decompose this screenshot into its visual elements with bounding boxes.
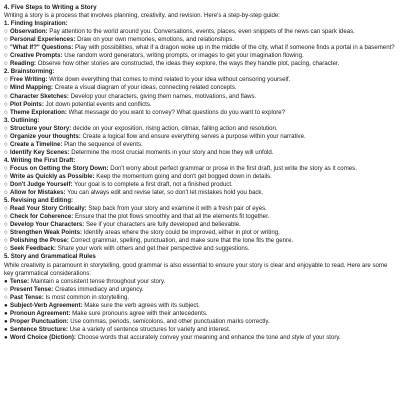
item-text: Correct grammar, spelling, punctuation, and make sure that the tone fits the genre. [68, 237, 294, 245]
circle-bullet-icon: ○ [4, 213, 8, 221]
item-text: Develop your characters, giving them names, motivations, and flaws. [68, 92, 257, 100]
section-heading: 2. Brainstorming: [4, 68, 55, 76]
item-label: Polishing the Prose: [10, 237, 69, 245]
item-label: Sentence Structure: [10, 325, 68, 333]
circle-bullet-icon: ○ [4, 92, 8, 100]
item-label: Develop Your Characters: [10, 221, 85, 229]
item-text: Make sure pronouns agree with their antecedents. [70, 309, 208, 317]
item-text: What message do you want to convey? What questions do you want to explore? [66, 108, 286, 116]
filled-bullet-icon: ● [4, 277, 8, 285]
document-intro: Writing a story is a process that involves planning, creativity, and revision. Here's a step-by-step guide: [4, 12, 280, 20]
circle-bullet-icon: ○ [4, 221, 8, 229]
list-item [4, 173, 395, 181]
item-text: Make sure the verb agrees with its subject. [82, 301, 200, 309]
item-text: Create a logical flow and ensure everything serves a purpose within your narrative. [80, 132, 306, 140]
list-item [4, 93, 395, 101]
item-label: Check for Coherence: [10, 213, 74, 221]
item-label: Pronoun Agreement: [10, 309, 71, 317]
circle-bullet-icon: ○ [4, 132, 8, 140]
item-label: Tense: [10, 277, 30, 285]
list-item [4, 133, 395, 141]
filled-bullet-icon: ● [4, 325, 8, 333]
item-label: Observation: [10, 28, 48, 36]
circle-bullet-icon: ○ [4, 172, 8, 180]
item-text: Your goal is to complete a first draft, not a finished product. [72, 181, 233, 189]
item-label: Read Your Story Critically: [10, 205, 87, 213]
item-text: Use random word generators, writing prompts, or images to get your imagination flowing. [62, 52, 304, 60]
section-heading: 4. Writing the First Draft: [4, 156, 76, 164]
circle-bullet-icon: ○ [4, 181, 8, 189]
item-text: Plan the sequence of events. [62, 140, 143, 148]
circle-bullet-icon: ○ [4, 28, 8, 36]
section-heading: 1. Finding Inspiration: [4, 20, 68, 28]
list-item [4, 141, 395, 149]
list-item [4, 52, 395, 60]
item-text: Maintain a consistent tense throughout your story. [29, 277, 166, 285]
item-text: Draw on your own memories, emotions, and relationships. [75, 36, 234, 44]
section-heading: 5. Revising and Editing: [4, 197, 74, 205]
item-text: See if your characters are fully developed and believable. [84, 221, 241, 229]
list-item [4, 318, 395, 326]
item-label: Subject-Verb Agreement: [10, 301, 83, 309]
item-label: Write as Quickly as Possible: [10, 172, 95, 180]
list-item [4, 310, 395, 318]
list-item [4, 125, 395, 133]
list-item [4, 28, 395, 36]
item-label: Reading: [10, 60, 37, 68]
item-text: You can always edit and revise later, so don't let mistakes hold you back. [65, 189, 264, 197]
circle-bullet-icon: ○ [4, 293, 8, 301]
filled-bullet-icon: ● [4, 301, 8, 309]
circle-bullet-icon: ○ [4, 285, 8, 293]
item-label: Don't Judge Yourself: [10, 181, 73, 189]
list-item [4, 181, 395, 189]
list-item [4, 205, 395, 213]
item-label: Word Choice (Diction): [10, 333, 76, 341]
item-label: Character Sketches: [10, 92, 69, 100]
item-text: Jot down potential events and conflicts. [43, 100, 152, 108]
item-text: Identify areas where the story could be improved, either in plot or writing. [82, 229, 280, 237]
item-label: Proper Punctuation: [10, 317, 69, 325]
item-text: Share your work with others and get their perspective and suggestions. [56, 245, 250, 253]
list-item [4, 165, 395, 173]
circle-bullet-icon: ○ [4, 44, 8, 52]
item-text: Step back from your story and examine it with a fresh pair of eyes. [86, 205, 267, 213]
list-item [4, 221, 395, 229]
circle-bullet-icon: ○ [4, 60, 8, 68]
item-text: Pay attention to the world around you. Conversations, events, places, even snippets of the news can spark ideas. [47, 28, 355, 36]
circle-bullet-icon: ○ [4, 84, 8, 92]
list-item [4, 245, 395, 253]
list-item [4, 44, 395, 52]
circle-bullet-icon: ○ [4, 76, 8, 84]
circle-bullet-icon: ○ [4, 237, 8, 245]
item-text: Creates immediacy and urgency. [53, 285, 144, 293]
circle-bullet-icon: ○ [4, 100, 8, 108]
item-text: Use a variety of sentence structures for variety and interest. [67, 325, 231, 333]
item-label: Identify Key Scenes: [10, 148, 70, 156]
circle-bullet-icon: ○ [4, 148, 8, 156]
circle-bullet-icon: ○ [4, 164, 8, 172]
section-heading: 5. Story and Grammatical Rules [4, 253, 96, 261]
item-text: Ensure that the plot flows smoothly and that all the elements fit together. [73, 213, 270, 221]
item-text: Create a visual diagram of your ideas, connecting related concepts. [52, 84, 237, 92]
item-label: Strengthen Weak Points: [10, 229, 83, 237]
item-text: Choose words that accurately convey your meaning and enhance the tone and style of your story. [75, 333, 341, 341]
item-label: Creative Prompts: [10, 52, 63, 60]
item-text: decide on your exposition, rising action, climax, falling action and resolution. [71, 124, 278, 132]
list-item [4, 76, 395, 84]
circle-bullet-icon: ○ [4, 189, 8, 197]
list-item [4, 109, 395, 117]
circle-bullet-icon: ○ [4, 229, 8, 237]
item-text: Don't worry about perfect grammar or prose in the first draft, just write the story as it comes. [108, 164, 357, 172]
list-item [4, 213, 395, 221]
section-heading: 3. Outlining: [4, 116, 40, 124]
document-title: 4. Five Steps to Writing a Story [4, 4, 97, 11]
circle-bullet-icon: ○ [4, 108, 8, 116]
list-item [4, 36, 395, 44]
list-item [4, 294, 395, 302]
item-label: Present Tense: [10, 285, 54, 293]
item-label: Personal Experiences: [10, 36, 76, 44]
section-intro: While creativity is paramount in storytelling, good grammar is also essential to ensure your story is clear and enjoyable to read. Here are some key grammatical considerations: [4, 261, 388, 277]
item-label: Structure your Story: [10, 124, 72, 132]
item-label: Focus on Getting the Story Down: [10, 164, 109, 172]
item-label: Organize your thoughts: [10, 132, 81, 140]
item-text: Play with possibilities, what if a dragon woke up in the middle of the city, what if someone finds a portal in a basement? [73, 44, 395, 52]
filled-bullet-icon: ● [4, 309, 8, 317]
circle-bullet-icon: ○ [4, 140, 8, 148]
item-text: Determine the most crucial moments in your story and how they will unfold. [69, 148, 274, 156]
list-item [4, 229, 395, 237]
item-label: Plot Points: [10, 100, 44, 108]
list-item [4, 101, 395, 109]
list-item [4, 189, 395, 197]
list-item [4, 237, 395, 245]
list-item [4, 149, 395, 157]
item-text: Is most common in storytelling. [43, 293, 130, 301]
circle-bullet-icon: ○ [4, 52, 8, 60]
item-label: Allow for Mistakes: [10, 189, 66, 197]
list-item [4, 302, 395, 310]
list-item [4, 278, 395, 286]
list-item [4, 60, 395, 68]
list-item [4, 286, 395, 294]
circle-bullet-icon: ○ [4, 124, 8, 132]
list-item [4, 334, 395, 342]
circle-bullet-icon: ○ [4, 205, 8, 213]
circle-bullet-icon: ○ [4, 245, 8, 253]
item-label: Theme Exploration: [10, 108, 67, 116]
item-label: Seek Feedback: [10, 245, 57, 253]
item-label: "What If?" Questions: [10, 44, 74, 52]
item-text: Write down everything that comes to mind related to your idea without censoring yourself. [47, 76, 291, 84]
filled-bullet-icon: ● [4, 317, 8, 325]
filled-bullet-icon: ● [4, 333, 8, 341]
item-label: Free Writing: [10, 76, 48, 84]
item-label: Past Tense: [10, 293, 44, 301]
item-text: Keep the momentum going and don't get bogged down in details. [94, 172, 272, 180]
item-text: Observe how other stories are constructed, the ideas they explore, the ways they handle plot, pacing, character. [36, 60, 340, 68]
circle-bullet-icon: ○ [4, 36, 8, 44]
item-text: Use commas, periods, semicolons, and other punctuation marks correctly. [68, 317, 270, 325]
list-item [4, 84, 395, 92]
list-item [4, 326, 395, 334]
item-label: Mind Mapping: [10, 84, 53, 92]
item-label: Create a Timeline: [10, 140, 63, 148]
